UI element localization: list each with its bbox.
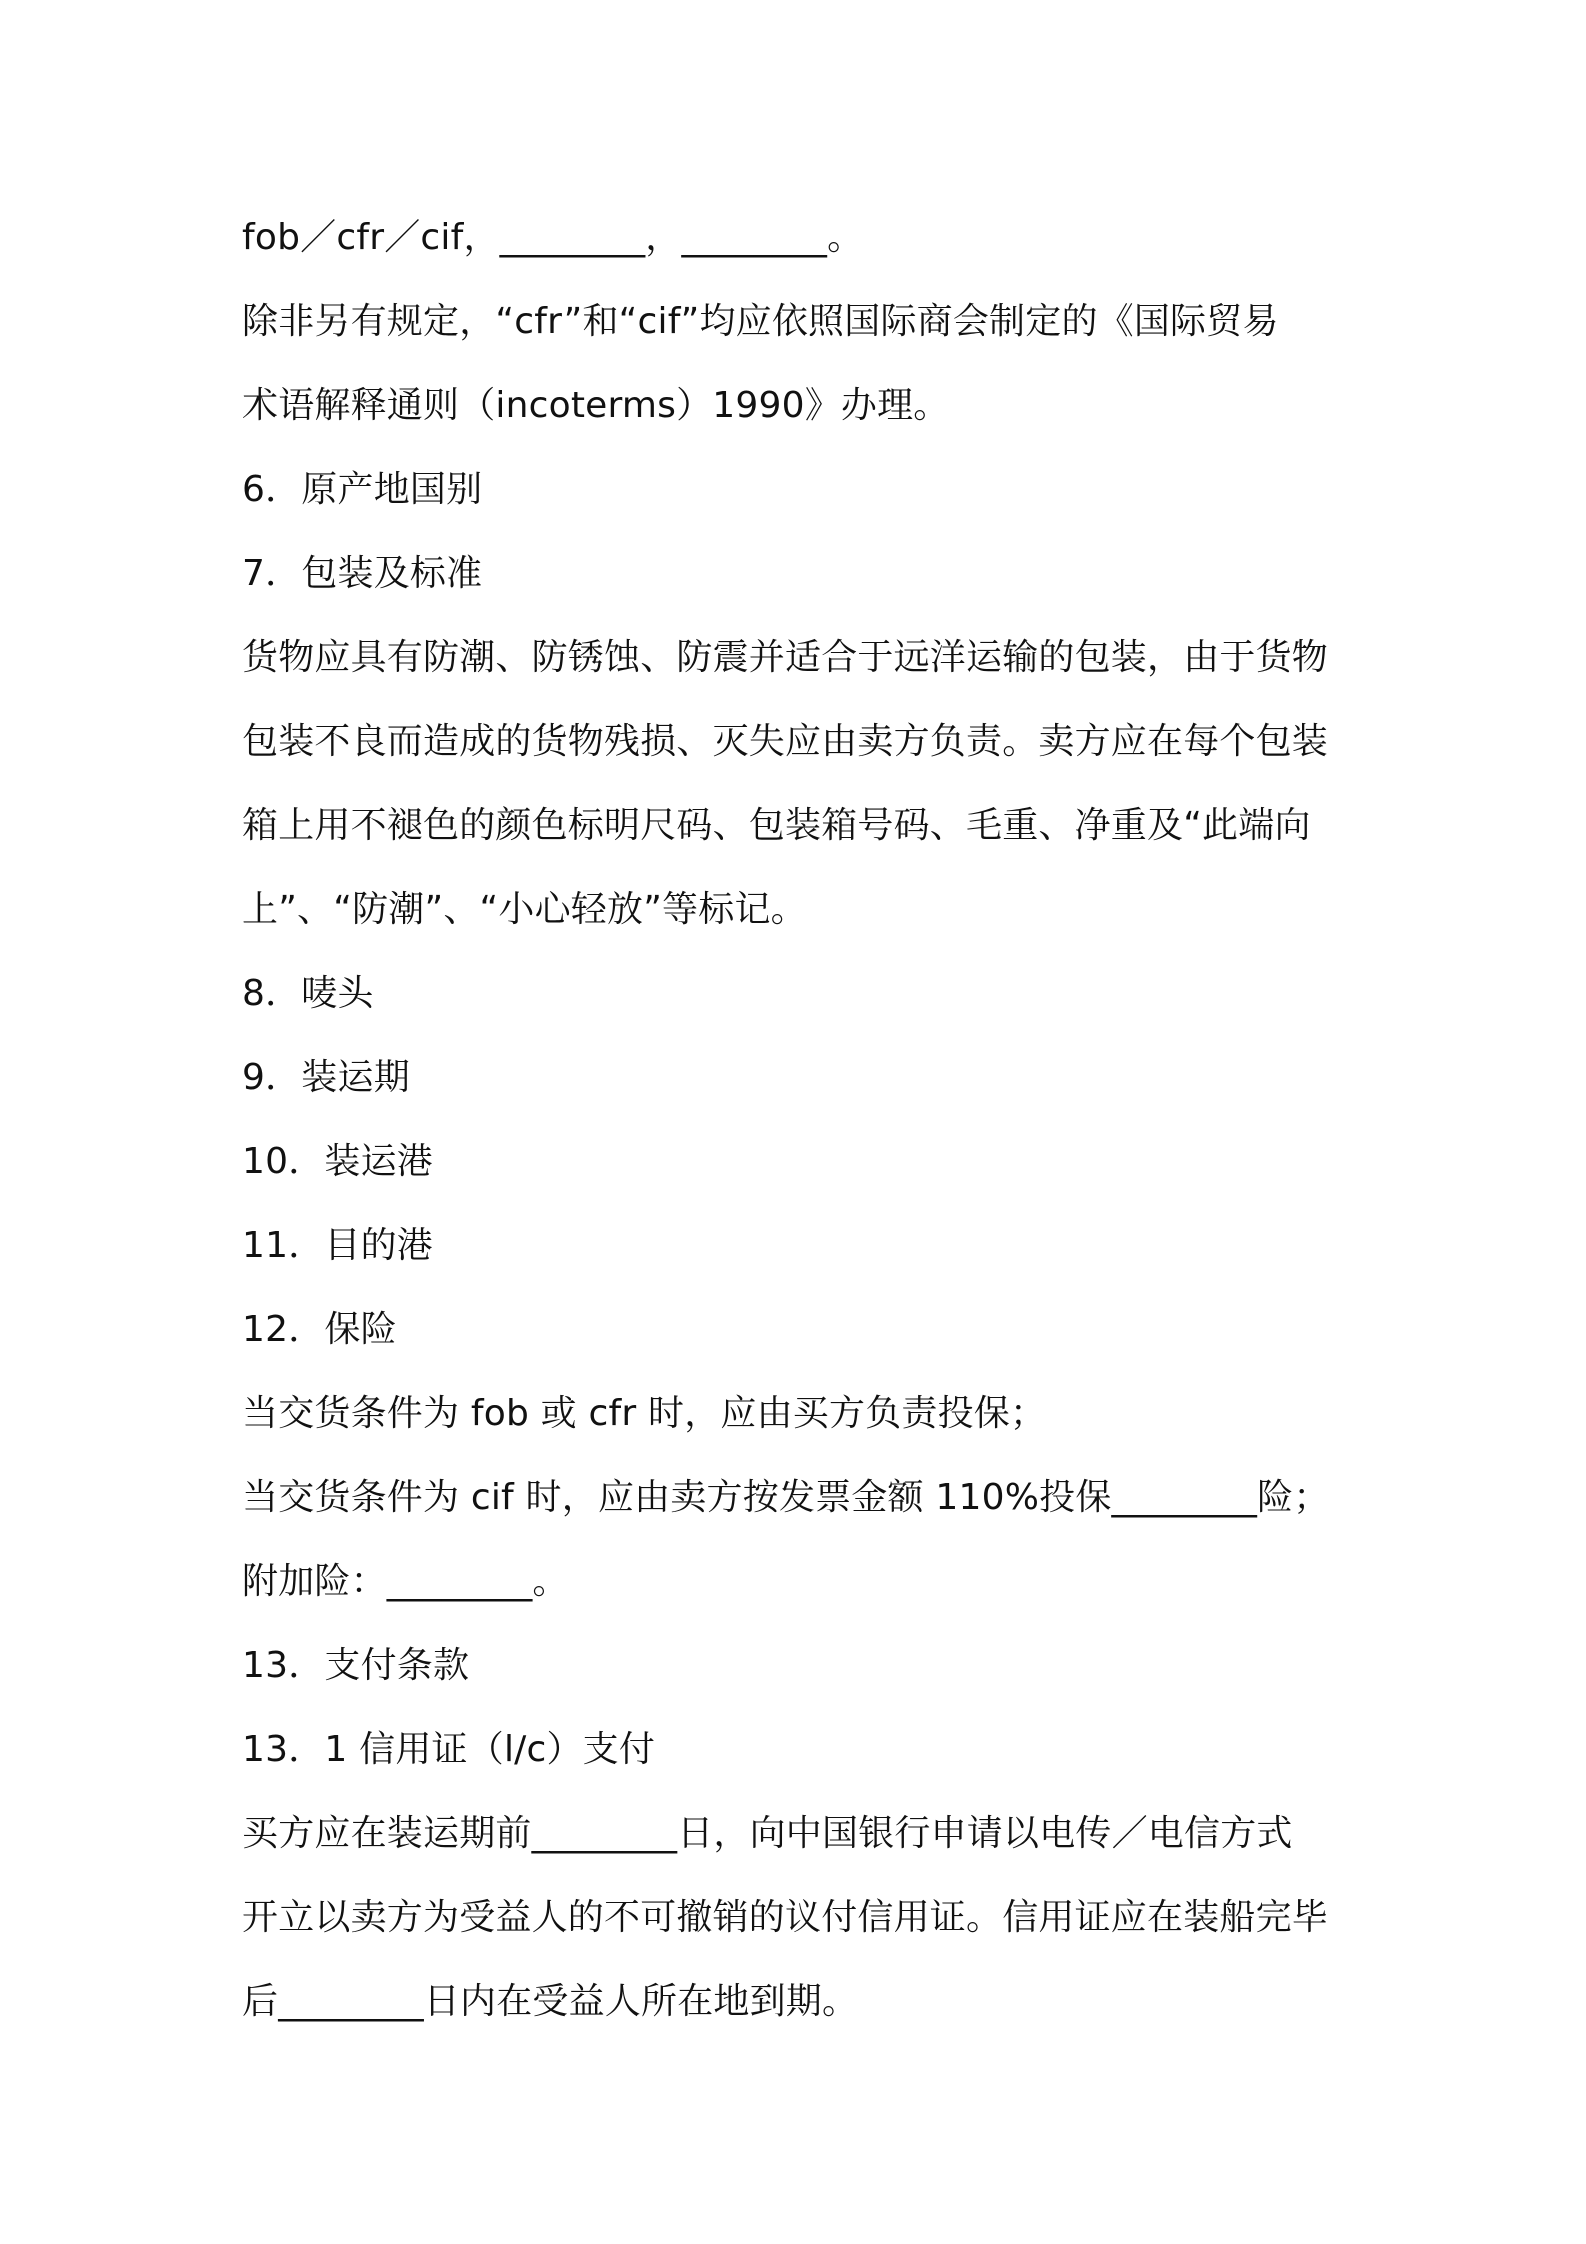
text-line: fob／cfr／cif，________，________。 [242,217,864,258]
text-line: 上”、“防潮”、“小心轻放”等标记。 [242,889,807,930]
text-line: 货物应具有防潮、防锈蚀、防震并适合于远洋运输的包装，由于货物 [242,637,1329,678]
section-heading: 8．唛头 [242,973,374,1014]
text-line: 当交货条件为 fob 或 cfr 时，应由买方负责投保； [242,1393,1047,1434]
section-heading: 7．包装及标准 [242,553,483,594]
document-body [242,196,1352,2044]
text-line: 包装不良而造成的货物残损、灭失应由卖方负责。卖方应在每个包装 [242,721,1329,762]
text-line: 开立以卖方为受益人的不可撤销的议付信用证。信用证应在装船完毕 [242,1897,1329,1938]
section-heading: 13．1 信用证（l/c）支付 [242,1729,656,1770]
text-line: 买方应在装运期前________日，向中国银行申请以电传／电信方式 [242,1813,1293,1854]
section-heading: 6．原产地国别 [242,469,483,510]
text-line: 术语解释通则（incoterms）1990》办理。 [242,385,950,426]
section-heading: 12．保险 [242,1309,397,1350]
text-line: 后________日内在受益人所在地到期。 [242,1981,859,2022]
text-line: 除非另有规定，“cfr”和“cif”均应依照国际商会制定的《国际贸易 [242,301,1279,342]
section-heading: 11．目的港 [242,1225,434,1266]
section-heading: 13．支付条款 [242,1645,470,1686]
section-heading: 9．装运期 [242,1057,410,1098]
text-line: 附加险：________。 [242,1561,569,1602]
text-line: 当交货条件为 cif 时，应由卖方按发票金额 110%投保________险； [242,1477,1330,1518]
text-line: 箱上用不褪色的颜色标明尺码、包装箱号码、毛重、净重及“此端向 [242,805,1311,846]
section-heading: 10．装运港 [242,1141,434,1182]
